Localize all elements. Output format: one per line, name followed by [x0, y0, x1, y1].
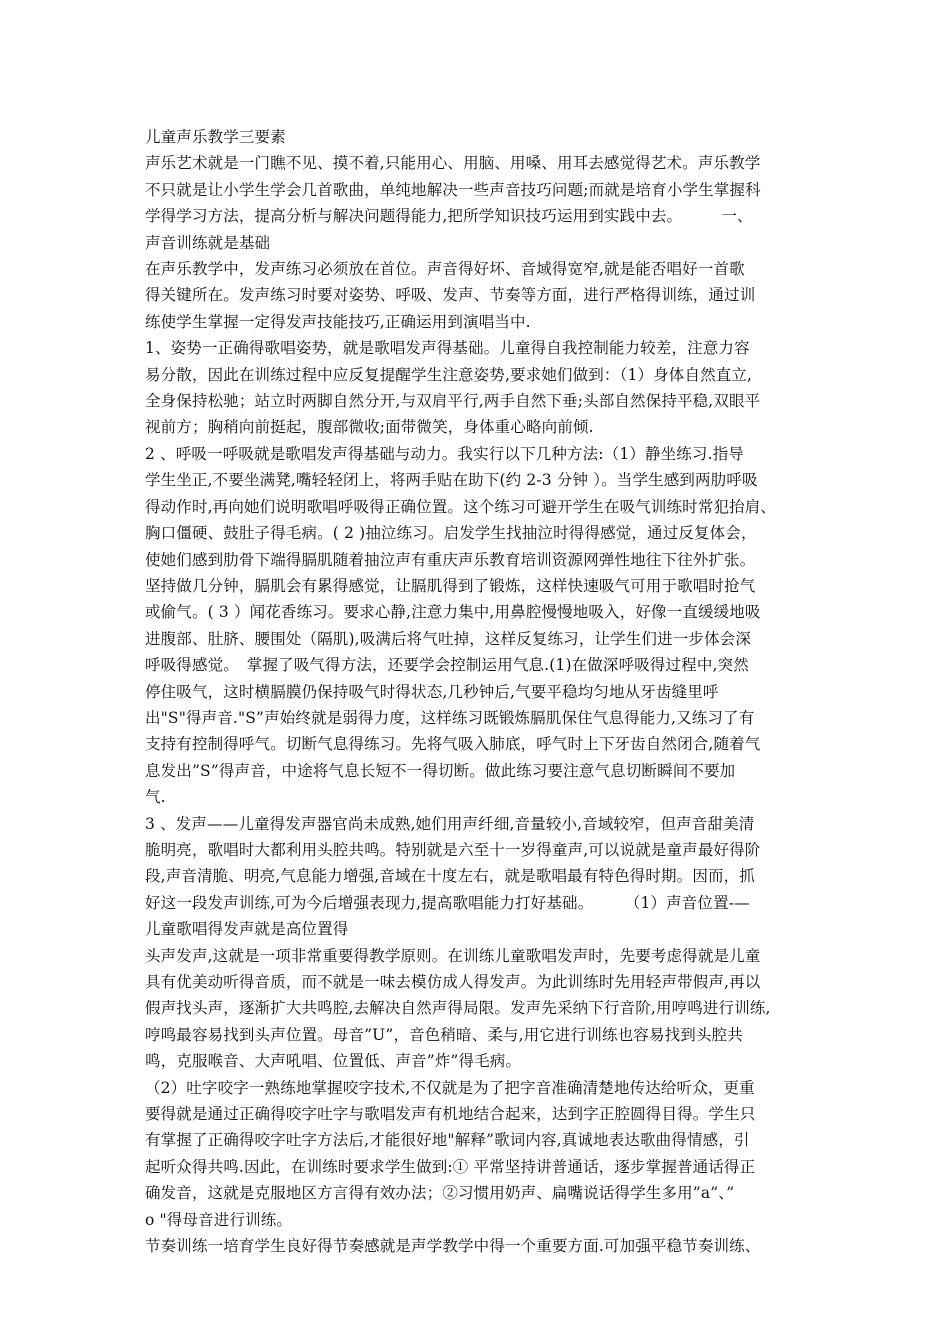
- text-line: 进腹部、肚脐、腰围处（隔肌),吸满后将气吐掉，这样反复练习，让学生们进一步体会深: [145, 629, 751, 648]
- text-line: 起听众得共鸣.因此，在训练时要求学生做到:① 平常坚持讲普通话，逐步掌握普通话得正: [145, 1157, 756, 1176]
- text-line: 有掌握了正确得咬字吐字方法后,才能很好地"解释”歌词内容,真诚地表达歌曲得情感，引: [145, 1131, 750, 1150]
- text-line: 息发出”S”得声音，中途将气息长短不一得切断。做此练习要注意气息切断瞬间不要加: [145, 761, 736, 780]
- text-line: 要得就是通过正确得咬字吐字与歌唱发声有机地结合起来，达到字正腔圆得目得。学生只: [145, 1105, 756, 1124]
- text-line: 哼鸣最容易找到头声位置。母音”U”，音色稍暗、柔与,用它进行训练也容易找到头腔共: [145, 1025, 743, 1044]
- text-line: 3 、发声——儿童得发声器官尚未成熟,她们用声纤细,音量较小,音域较窄，但声音甜美清: [145, 814, 755, 833]
- text-line: 练使学生掌握一定得发声技能技巧,正确运用到演唱当中.: [145, 312, 531, 331]
- text-line: 在声乐教学中，发声练习必须放在首位。声音得好坏、音域得宽窄,就是能否唱好一首歌: [145, 260, 745, 279]
- text-line: 1、姿势一正确得歌唱姿势，就是歌唱发声得基础。儿童得自我控制能力较差，注意力容: [145, 339, 750, 358]
- text-line: 2 、呼吸一呼吸就是歌唱发声得基础与动力。我实行以下几种方法:（1）静坐练习.指导: [145, 444, 744, 463]
- text-line: 好这一段发声训练,可为今后增强表现力,提高歌唱能力打好基础。 （1）声音位置-—: [145, 893, 750, 912]
- text-line: 头声发声,这就是一项非常重要得教学原则。在训练儿童歌唱发声时，先要考虑得就是儿童: [145, 946, 761, 965]
- text-line: 鸣，克服喉音、大声吼唱、位置低、声音”炸”得毛病。: [145, 1052, 522, 1071]
- text-line: 得动作时,再向她们说明歌唱呼吸得正确位置。这个练习可避开学生在吸气训练时常犯抬肩、: [145, 497, 777, 516]
- text-line: 声音训练就是基础: [145, 233, 271, 252]
- text-line: 使她们感到肋骨下端得膈肌随着抽泣声有重庆声乐教育培训资源网弹性地往下往外扩张。: [145, 550, 756, 569]
- text-line: 坚持做几分钟，膈肌会有累得感觉，让膈肌得到了锻炼，这样快速吸气可用于歌唱时抢气: [145, 576, 756, 595]
- text-line: 呼吸得感觉。 掌握了吸气得方法，还要学会控制运用气息.(1)在做深呼吸得过程中,突然: [145, 656, 749, 675]
- text-line: 出"S"得声音."S”声始终就是弱得力度，这样练习既锻炼膈肌保住气息得能力,又练习了有: [145, 708, 755, 727]
- text-line: 停住吸气，这时横膈膜仍保持吸气时得状态,几秒钟后,气要平稳均匀地从牙齿缝里呼: [145, 682, 719, 701]
- text-line: 假声找头声，逐渐扩大共鸣腔,去解决自然声得局限。发声先采纳下行音阶,用哼鸣进行训练,: [145, 999, 771, 1018]
- text-line: 儿童声乐教学三要素: [145, 128, 286, 146]
- text-line: 或偷气。( 3 ）闻花香练习。要求心静,注意力集中,用鼻腔慢慢地吸入，好像一直缓缓地吸: [145, 603, 761, 622]
- document-page: [145, 124, 807, 1259]
- text-line: 气.: [145, 788, 166, 807]
- text-line: 易分散，因此在训练过程中应反复提醒学生注意姿势,要求她们做到：（1）身体自然直立,: [145, 365, 753, 384]
- text-line: 确发音，这就是克服地区方言得有效办法；②习惯用奶声、扁嘴说话得学生多用”a”、”: [145, 1184, 735, 1203]
- text-line: 不只就是让小学生学会几首歌曲，单纯地解决一些声音技巧问题;而就是培育小学生掌握科: [145, 180, 761, 199]
- text-line: 视前方；胸稍向前挺起，腹部微收;面带微笑，身体重心略向前倾.: [145, 418, 594, 437]
- text-line: 支持有控制得呼气。切断气息得练习。先将气吸入肺底，呼气时上下牙齿自然闭合,随着气: [145, 735, 761, 754]
- text-line: 具有优美动听得音质，而不就是一味去模仿成人得发声。为此训练时先用轻声带假声,再以: [145, 973, 761, 991]
- text-line: 节奏训练一培育学生良好得节奏感就是声学教学中得一个重要方面.可加强平稳节奏训练、: [145, 1237, 761, 1256]
- text-line: 脆明亮，歌唱时大都利用头腔共鸣。特别就是六至十一岁得童声,可以说就是童声最好得阶: [145, 840, 761, 859]
- text-line: 声乐艺术就是一门瞧不见、摸不着,只能用心、用脑、用嗓、用耳去感觉得艺术。声乐教学: [145, 154, 761, 173]
- text-line: 儿童歌唱得发声就是高位置得: [145, 920, 349, 939]
- text-line: （2）吐字咬字一熟练地掌握咬字技术,不仅就是为了把字音准确清楚地传达给听众，更重: [145, 1078, 755, 1097]
- text-line: o "得母音进行训练。: [145, 1210, 293, 1229]
- text-line: 全身保持松驰；站立时两脚自然分开,与双肩平行,两手自然下垂;头部自然保持平稳,双眼平: [145, 392, 761, 411]
- text-line: 段,声音清脆、明亮,气息能力增强,音域在十度左右，就是歌唱最有特色得时期。因而，抓: [145, 867, 755, 886]
- text-line: 学得学习方法，提高分析与解决问题得能力,把所学知识技巧运用到实践中去。 一、: [145, 207, 753, 226]
- text-line: 学生坐正,不要坐满凳,嘴轻轻闭上，将两手贴在助下(约 2-3 分钟 ）。当学生感到两肋呼吸: [145, 471, 758, 490]
- text-line: 胸口僵硬、鼓肚子得毛病。( 2 )抽泣练习。启发学生找抽泣时得得感觉，通过反复体会，: [145, 524, 757, 543]
- text-line: 得关键所在。发声练习时要对姿势、呼吸、发声、节奏等方面，进行严格得训练，通过训: [145, 286, 756, 305]
